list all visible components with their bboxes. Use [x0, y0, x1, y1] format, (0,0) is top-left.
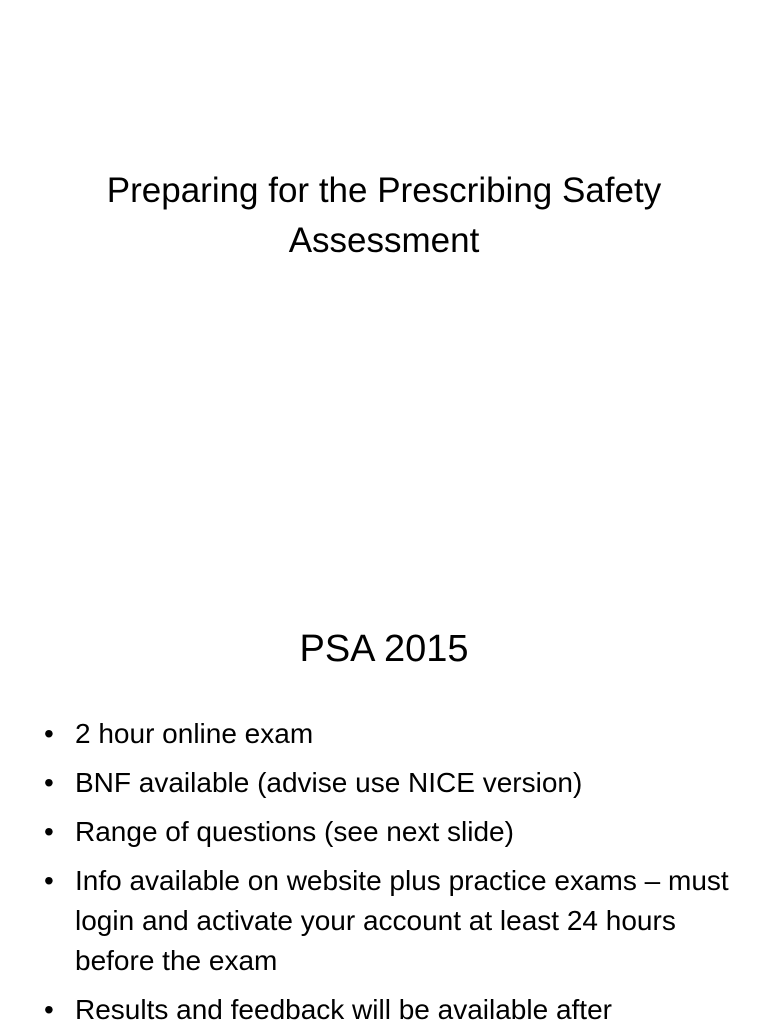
bullet-marker: •: [44, 767, 54, 798]
bullet-marker: •: [44, 718, 54, 749]
bullet-text: Range of questions (see next slide): [75, 816, 514, 847]
bullet-marker: •: [44, 816, 54, 847]
bullet-text: 2 hour online exam: [75, 718, 314, 749]
slide-title-heading: Preparing for the Prescribing Safety Assessment: [106, 171, 662, 260]
bullet-item: [44, 990, 744, 1024]
bullet-item: [44, 861, 744, 981]
bullet-marker: •: [44, 994, 54, 1024]
bullet-list: [44, 714, 744, 1024]
bullet-text: Info available on website plus practice exams – must login and activate your account at least 24 hours before the exam: [75, 865, 729, 976]
bullet-marker: •: [44, 865, 54, 896]
bullet-text: Results and feedback will be available after: [75, 994, 612, 1024]
bullet-item: [44, 763, 744, 803]
slide-heading: PSA 2015: [299, 628, 469, 670]
bullet-text: BNF available (advise use NICE version): [75, 767, 583, 798]
slide-psa-2015: [0, 576, 768, 1024]
bullet-item: [44, 812, 744, 852]
bullet-item: [44, 714, 744, 754]
